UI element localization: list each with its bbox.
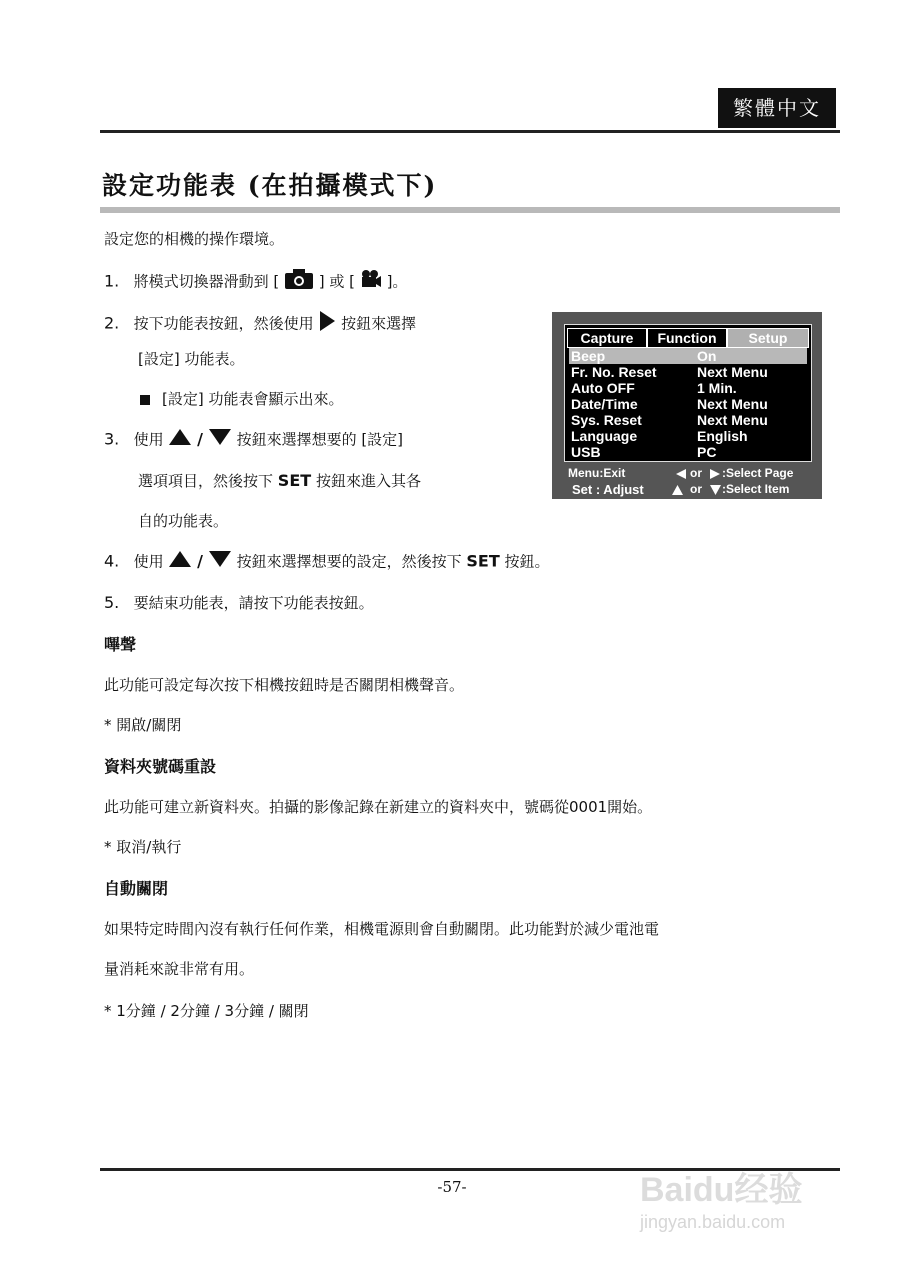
down-arrow-icon — [208, 428, 232, 452]
step-2-bullet — [140, 388, 343, 410]
menu-row-value: On — [697, 348, 717, 364]
step-3-text-a: 使用 — [133, 430, 164, 449]
right-arrow-icon — [318, 310, 336, 338]
menu-row-sys-reset — [569, 412, 807, 428]
menu-row-beep — [569, 348, 807, 364]
step-3-slash: / — [197, 429, 203, 449]
step-3-number: 3. — [104, 429, 120, 449]
step-4 — [104, 550, 550, 574]
step-2-text-b: 按鈕來選擇 — [341, 314, 417, 333]
step-1-text-b: ] 或 [ — [318, 272, 356, 291]
square-bullet-icon — [140, 395, 150, 405]
step-2 — [104, 310, 416, 338]
menu-or-2: or — [690, 482, 702, 496]
tab-setup: Setup — [727, 328, 809, 348]
auto-off-description-1: 如果特定時間內沒有執行任何作業，相機電源則會自動關閉。此功能對於減少電池電 — [104, 920, 660, 938]
step-4-text-a: 使用 — [133, 552, 164, 571]
step-4-number: 4. — [104, 551, 120, 571]
step-2-number: 2. — [104, 313, 120, 333]
step-5 — [104, 592, 374, 614]
menu-row-value: Next Menu — [697, 412, 768, 428]
step-2-text-a: 按下功能表按鈕，然後使用 — [133, 314, 314, 333]
beep-description: 此功能可設定每次按下相機按鈕時是否關閉相機聲音。 — [104, 676, 465, 694]
folder-reset-options: * 取消/執行 — [104, 838, 182, 856]
step-2-line-2: [設定] 功能表。 — [138, 350, 245, 368]
setup-menu-screenshot — [552, 312, 822, 499]
folder-reset-description: 此功能可建立新資料夾。拍攝的影像記錄在新建立的資料夾中，號碼從0001開始。 — [104, 798, 653, 816]
up-arrow-icon — [168, 550, 192, 574]
step-3 — [104, 428, 403, 452]
menu-row-value: 1 Min. — [697, 380, 737, 396]
menu-row-date-time — [569, 396, 807, 412]
page-title: 設定功能表 (在拍攝模式下) — [102, 171, 438, 200]
beep-heading: 嗶聲 — [104, 635, 137, 654]
step-5-number: 5. — [104, 593, 120, 612]
up-arrow-icon — [672, 484, 683, 498]
step-1-text-c: ]。 — [386, 272, 408, 291]
down-arrow-icon — [710, 484, 721, 498]
menu-row-value: Next Menu — [697, 396, 768, 412]
tab-function: Function — [647, 328, 727, 348]
step-3-line-2 — [138, 470, 421, 492]
right-arrow-icon — [710, 468, 720, 482]
menu-adjust-hint: Set : Adjust — [572, 482, 644, 497]
up-arrow-icon — [168, 428, 192, 452]
menu-row-key: Sys. Reset — [571, 412, 642, 428]
menu-row-key: Fr. No. Reset — [571, 364, 657, 380]
step-3-text-b: 按鈕來選擇想要的 [設定] — [236, 430, 404, 449]
down-arrow-icon — [208, 550, 232, 574]
step-4-text-b: 按鈕來選擇想要的設定，然後按下 — [236, 552, 462, 571]
menu-row-key: USB — [571, 444, 601, 460]
page-number: -57- — [437, 1178, 467, 1196]
step-5-text: 要結束功能表，請按下功能表按鈕。 — [133, 594, 374, 612]
auto-off-options: * 1分鐘 / 2分鐘 / 3分鐘 / 關閉 — [104, 1002, 309, 1020]
menu-row-key: Auto OFF — [571, 380, 635, 396]
tab-capture: Capture — [567, 328, 647, 348]
watermark-url: jingyan.baidu.com — [640, 1212, 786, 1232]
intro-text: 設定您的相機的操作環境。 — [104, 230, 285, 248]
language-tab: 繁體中文 — [718, 88, 836, 128]
step-1-text-a: 將模式切換器滑動到 [ — [133, 272, 280, 291]
watermark-brand: Baidu经验 — [640, 1171, 803, 1209]
menu-row-auto-off — [569, 380, 807, 396]
menu-row-fr-no-reset — [569, 364, 807, 380]
step-3-line-2b: 按鈕來進入其各 — [315, 472, 421, 490]
menu-row-value: Next Menu — [697, 364, 768, 380]
select-item-hint: :Select Item — [722, 482, 790, 496]
header-rule — [100, 130, 840, 133]
menu-screen — [564, 324, 812, 462]
step-3-line-2a: 選項項目，然後按下 — [138, 472, 274, 490]
title-rule — [100, 207, 840, 213]
step-4-text-c: 按鈕。 — [504, 552, 550, 571]
menu-exit-hint: Menu:Exit — [568, 466, 626, 480]
auto-off-description-2: 量消耗來說非常有用。 — [104, 960, 255, 978]
menu-row-value: PC — [697, 444, 717, 460]
camera-icon — [284, 268, 314, 296]
menu-row-key: Language — [571, 428, 638, 444]
menu-row-value: English — [697, 428, 748, 444]
step-3-set-label: SET — [277, 471, 312, 490]
menu-row-key: Beep — [571, 348, 606, 364]
auto-off-heading: 自動關閉 — [104, 879, 169, 898]
folder-reset-heading: 資料夾號碼重設 — [104, 757, 217, 776]
step-1-number: 1. — [104, 271, 120, 291]
menu-row-usb — [569, 444, 807, 460]
beep-options: * 開啟/關閉 — [104, 716, 182, 734]
menu-or-1: or — [690, 466, 702, 480]
step-2-bullet-text: [設定] 功能表會顯示出來。 — [162, 390, 344, 408]
menu-row-key: Date/Time — [571, 396, 638, 412]
step-3-line-3: 自的功能表。 — [138, 512, 229, 530]
step-4-set-label: SET — [466, 551, 500, 571]
video-camera-icon — [360, 269, 382, 295]
select-page-hint: :Select Page — [722, 466, 794, 480]
step-1 — [104, 268, 407, 296]
menu-row-language — [569, 428, 807, 444]
left-arrow-icon — [676, 468, 686, 482]
step-4-slash: / — [197, 551, 203, 571]
